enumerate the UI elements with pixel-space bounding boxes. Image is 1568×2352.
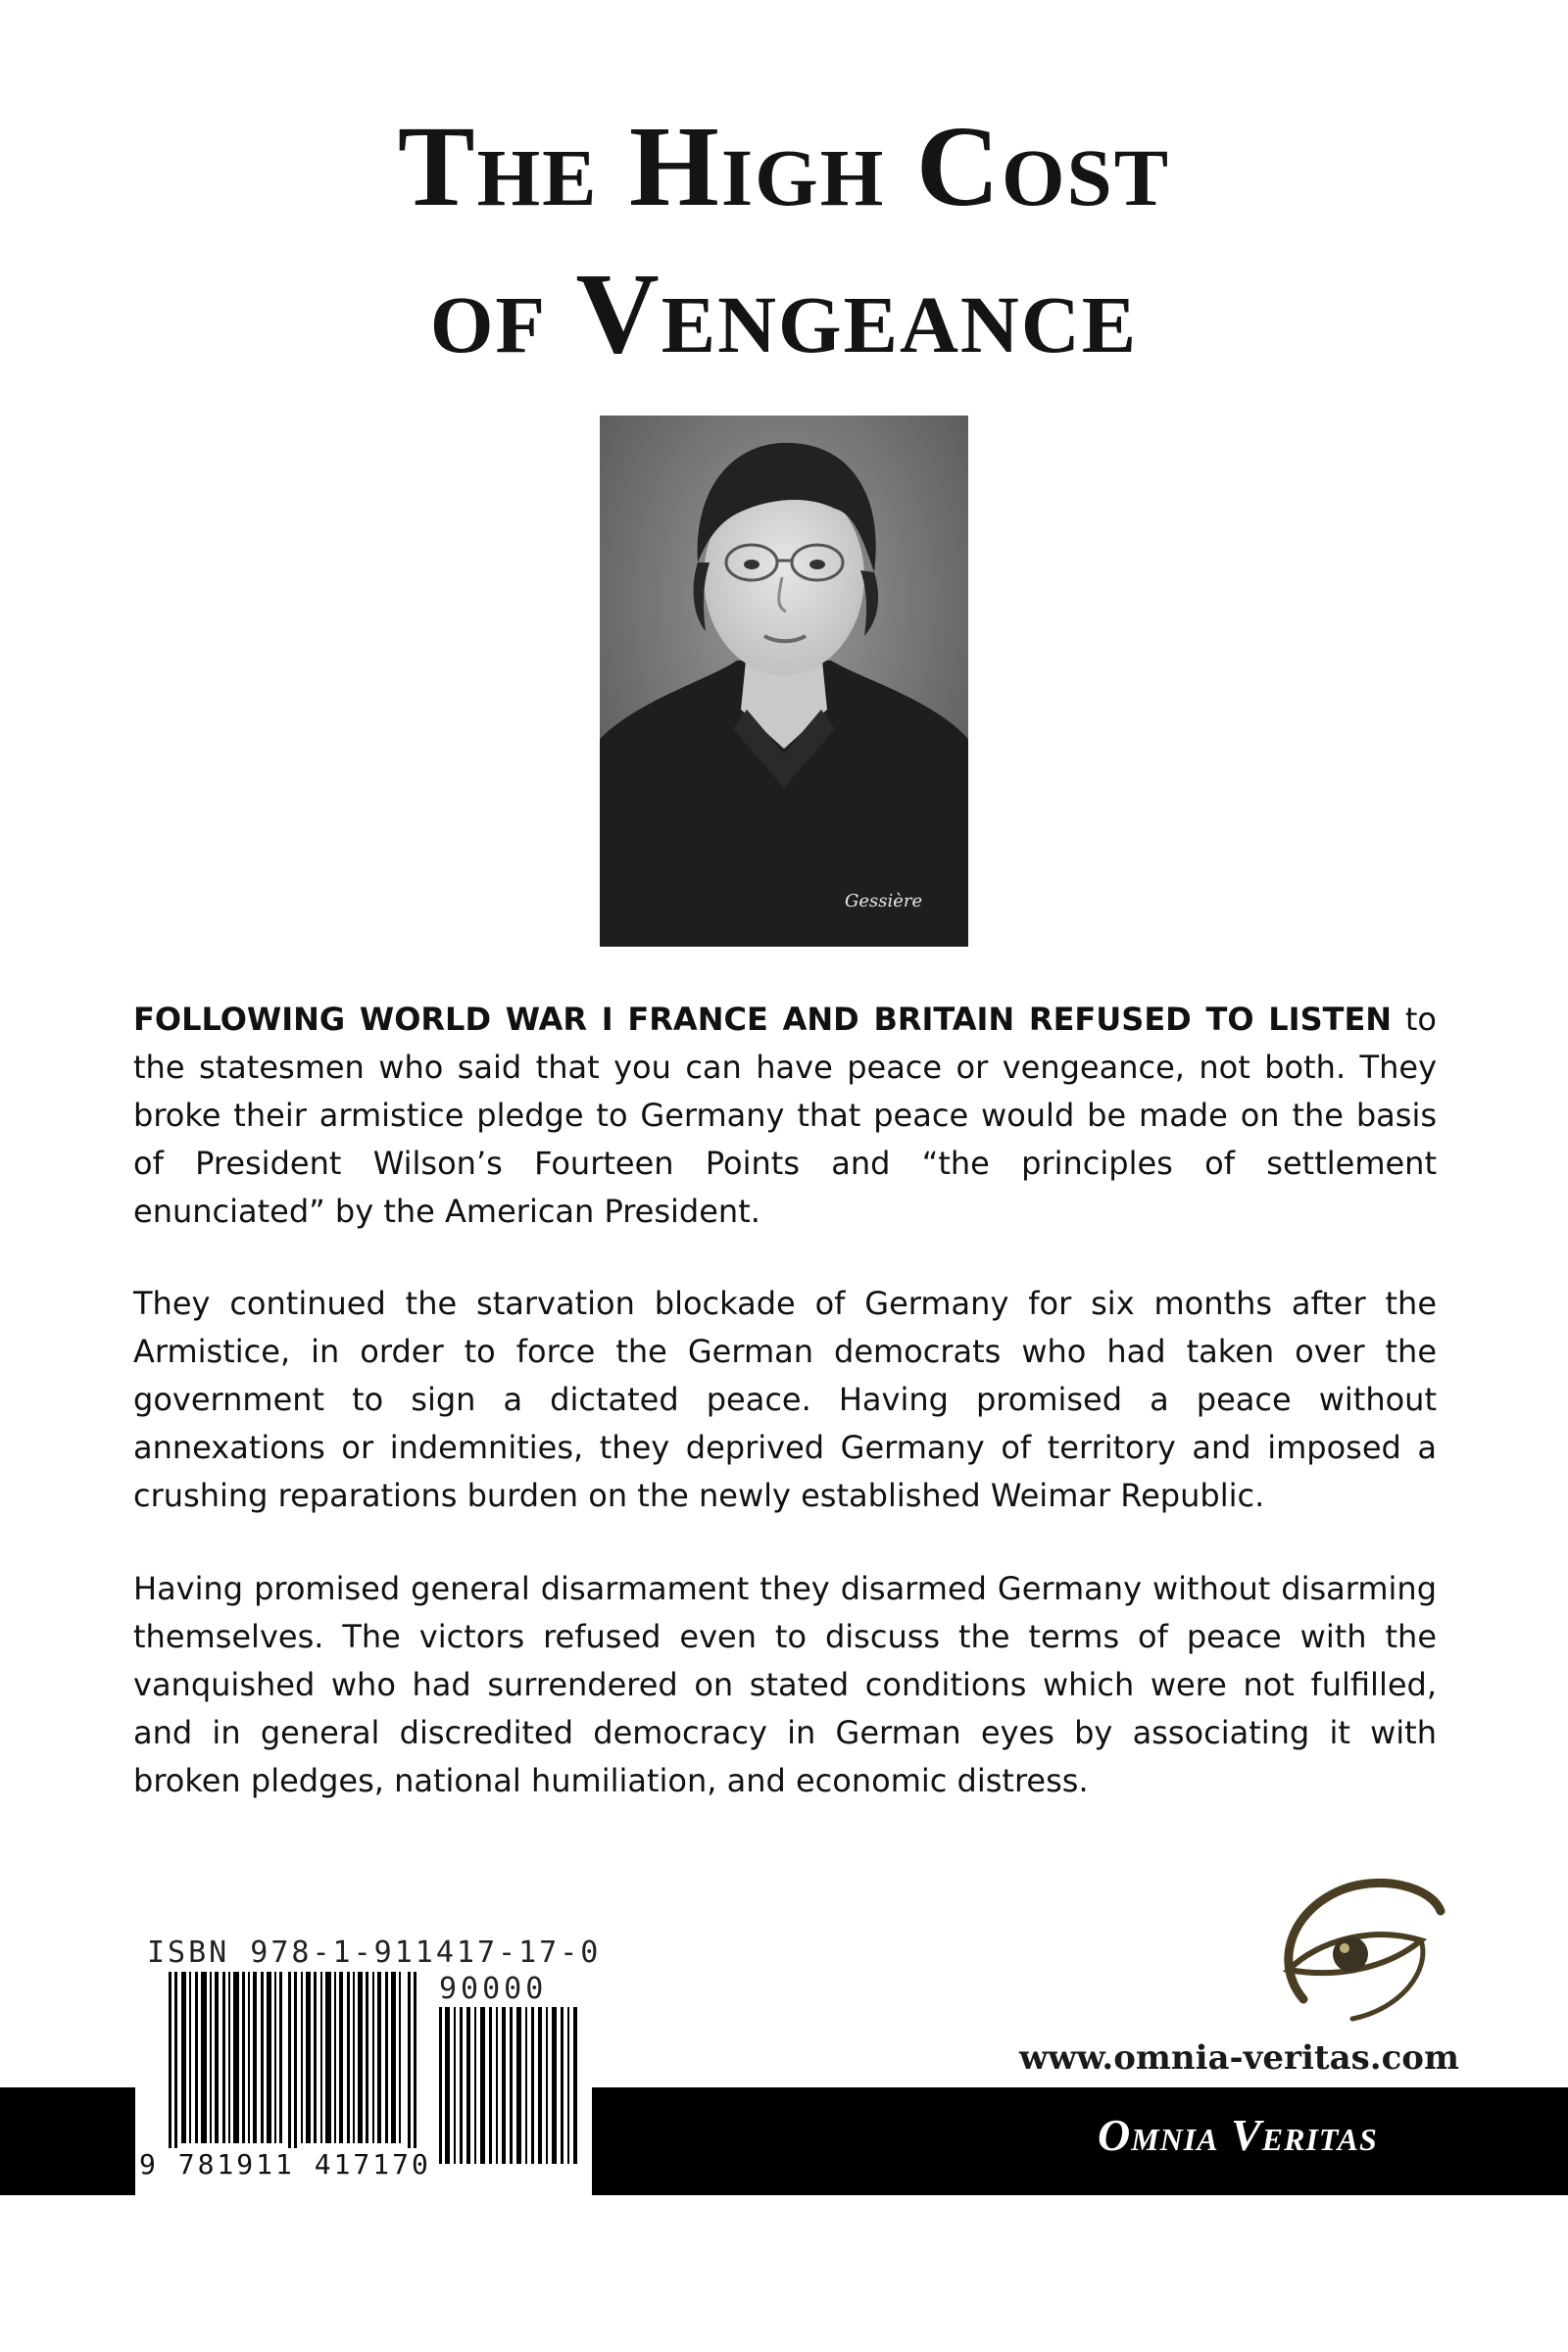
title-line-1: The High Cost [397,102,1171,230]
eye-logo-icon [1264,1872,1450,2034]
barcode-digits: 9 781911 417170 [139,2148,431,2180]
barcode-bars [169,1972,423,2158]
isbn-label: ISBN 978-1-911417-17-0 [147,1936,602,1970]
blurb-paragraph-1-text: to the statesmen who said that you can have peace or vengeance, not both. They broke their armistice pledge to Germany that peace would be made on the basis of President Wilson’s Fourteen Points and “the principles of settlement enunciated” by the American President. [133,1001,1438,1230]
publisher-url[interactable]: www.omnia-veritas.com [1019,2038,1459,2078]
barcode-addon-bars [439,2007,586,2164]
barcode-addon-digits: 90000 [439,1972,548,2006]
photographer-signature: Gessière [845,891,923,911]
title-line-2: of Vengeance [429,249,1139,377]
blurb-paragraph-2: They continued the starvation blockade of Germany for six months after the Armistice, in order to force the German democrats who had taken over the government to sign a dictated peace. Having promised a peace without annexations or indemnities, they deprived Germany of territory and imposed a crushing reparations burden on the newly established Weimar Republic. [133,1285,1437,1514]
author-portrait [600,416,968,947]
blurb-paragraph-1 [133,996,1437,1236]
blurb-paragraph-1-lead: FOLLOWING WORLD WAR I FRANCE AND BRITAIN REFUSED TO LISTEN [133,1001,1393,1038]
portrait-image [600,416,968,947]
publisher-wordmark: Omnia Veritas [1098,2110,1378,2160]
blurb-paragraph-3: Having promised general disarmament they disarmed Germany without disarming themselves. The victors refused even to discuss the terms of peace with the vanquished who had surrendered on stated conditions which were not fulfilled, and in general discredited democracy in German eyes by associating it with broken pledges, national humiliation, and economic distress. [133,1570,1437,1799]
